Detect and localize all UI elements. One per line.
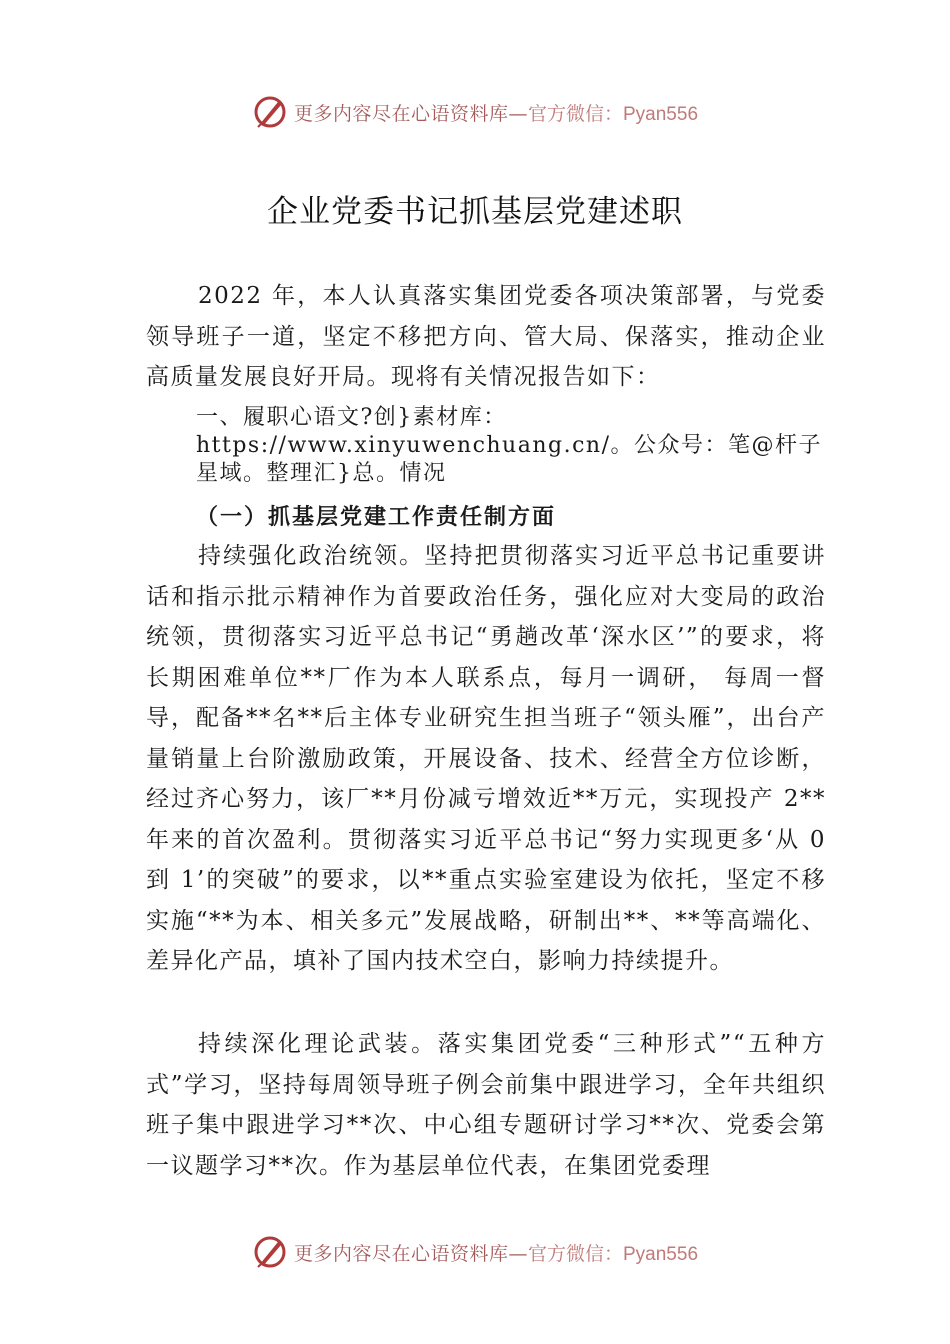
banner-text: 更多内容尽在心语资料库— [293, 1242, 528, 1265]
banner-text: 更多内容尽在心语资料库— [293, 102, 528, 125]
header-banner [0, 92, 950, 132]
banner-wechat: 官方微信：Pyan556 [528, 1243, 699, 1265]
intro-paragraph: 2022 年，本人认真落实集团党委各项决策部署，与党委领导班子一道，坚定不移把方向、管大局、保落实，推动企业高质量发展良好开局。现将有关情况报告如下： [146, 283, 826, 390]
body-paragraph-2: 持续深化理论武装。落实集团党委“三种形式”“五种方式”学习，坚持每周领导班子例会前集中跟进学习，全年共组织班子集中跟进学习**次、中心组专题研讨学习**次、党委会第一议题学习**次。作为基层单位代表，在集团党委理 [146, 1031, 826, 1179]
subsection-heading: （一）抓基层党建工作责任制方面 [196, 504, 557, 530]
banner-wechat: 官方微信：Pyan556 [528, 103, 699, 125]
page-title: 企业党委书记抓基层党建述职 [267, 194, 683, 230]
quill-pen-circle-icon [252, 1234, 288, 1270]
body-paragraph-1: 持续强化政治统领。坚持把贯彻落实习近平总书记重要讲话和指示批示精神作为首要政治任务，强化应对大变局的政治统领，贯彻落实习近平总书记“勇趟改革‘深水区’”的要求，将长期困难单位**厂作为本人联系点，每月一调研， 每周一督导，配备**名**后主体专业研究生担当班子“领头雁”，出台产量销量上台阶激励政策，开展设备、技术、经营全方位诊断，经过齐心努力，该厂**月份减亏增效近**万元，实现投产 2**年来的首次盈利。贯彻落实习近平总书记“努力实现更多‘从 0 到 1’的突破”的要求，以**重点实验室建设为依托，坚定不移实施“**为本、相关多元”发展战略，研制出**、**等高端化、差异化产品，填补了国内技术空白，影响力持续提升。 [146, 543, 826, 974]
section-heading: 一、履职心语文?创}素材库：https://www.xinyuwenchuang.cn/。公众号：笔@杆子星域。整理汇}总。情况 [196, 405, 822, 486]
footer-banner [0, 1232, 950, 1272]
quill-pen-circle-icon [252, 94, 288, 130]
